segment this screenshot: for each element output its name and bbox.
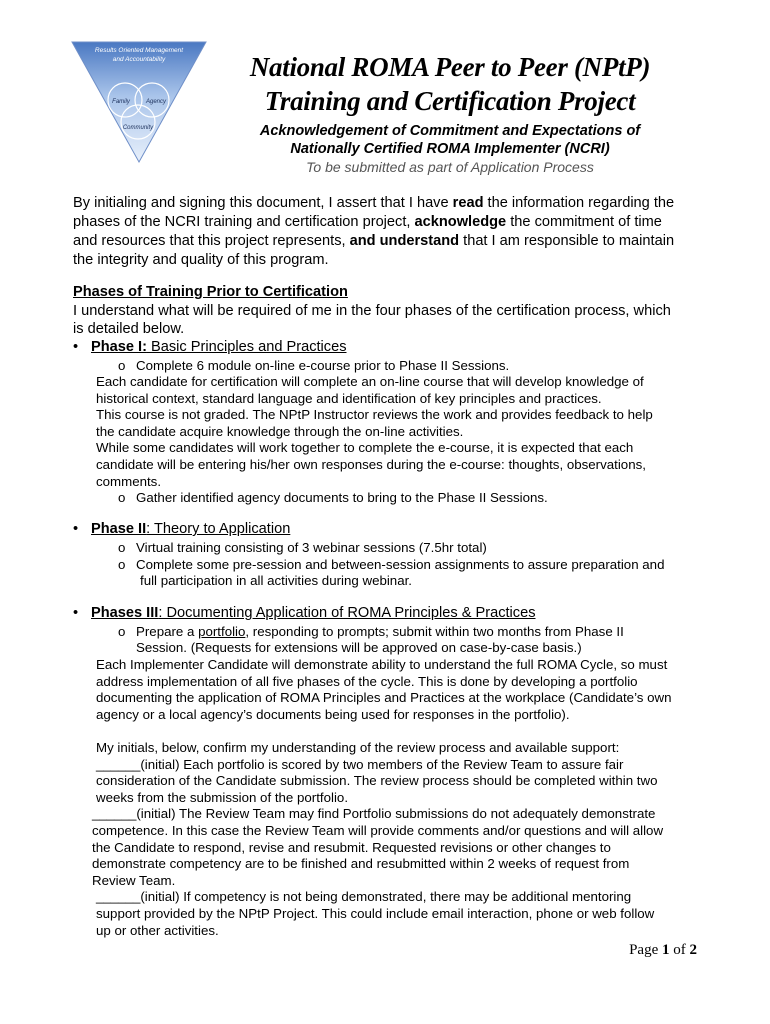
submission-note: To be submitted as part of Application Process [306, 159, 594, 175]
phase1-item-2: o Gather identified agency documents to bring to the Phase II Sessions. [118, 490, 548, 505]
initial-c-line-2: support provided by the NPtP Project. This could include email interaction, phone or web follow [96, 906, 655, 921]
phase1-para-6: candidate will be entering his/her own responses during the e-course: thoughts, observations, [96, 457, 646, 472]
phase3-heading: • Phases III: Documenting Application of ROMA Principles & Practices [73, 605, 536, 621]
initial-a-line-1[interactable]: ______(initial) Each portfolio is scored by two members of the Review Team to assure fair [96, 756, 624, 772]
page-number: Page 1 of 2 [629, 942, 697, 958]
initial-b-line-2: competence. In this case the Review Team will provide comments and/or questions and will allow [92, 823, 664, 838]
phase3-para-1: Each Implementer Candidate will demonstrate ability to understand the full ROMA Cycle, so must [96, 657, 668, 672]
phase1-item-1: o Complete 6 module on-line e-course prior to Phase II Sessions. [118, 358, 510, 373]
initial-b-line-4: demonstrate competency are to be finished and resubmitted within 2 weeks of request from [92, 856, 630, 872]
phase1-para-1: Each candidate for certification will complete an on-line course that will develop knowledge of [96, 374, 644, 389]
intro-line-3: and resources that this project represents, and understand that I am responsible to maintain [73, 233, 675, 249]
initial-b-line-5: Review Team. [92, 872, 176, 888]
intro-line-1: By initialing and signing this document, I assert that I have read the information regarding the [73, 195, 675, 211]
initial-b-line-1[interactable]: ______(initial) The Review Team may find Portfolio submissions do not adequately demonstrate [92, 806, 656, 822]
phase3-item-1-cont: Session. (Requests for extensions will be approved on case-by-case basis.) [136, 640, 582, 655]
title-line-1: National ROMA Peer to Peer (NPtP) [249, 52, 651, 82]
phase1-para-7: comments. [96, 473, 162, 489]
phase2-item-2-cont: full participation in all activities during webinar. [140, 573, 412, 588]
phase3-para-3: documenting the application of ROMA Principles and Practices at the workplace (Candidate’s own [96, 690, 672, 706]
logo-text-top1: Results Oriented Management [94, 47, 184, 54]
phase1-heading: • Phase I: Basic Principles and Practices [73, 339, 347, 355]
phase3-para-4: agency or a local agency’s documents being used for responses in the portfolio). [96, 706, 570, 722]
phase2-item-2: o Complete some pre-session and between-session assignments to assure preparation and [118, 557, 665, 572]
phases-intro-1: I understand what will be required of me in the four phases of the certification process, which [73, 303, 671, 319]
initial-a-line-3: weeks from the submission of the portfolio. [96, 789, 349, 805]
phase3-item-1: o Prepare a portfolio, responding to prompts; submit within two months from Phase II [118, 624, 624, 639]
intro-line-2: phases of the NCRI training and certification project, acknowledge the commitment of time [73, 214, 662, 230]
initials-intro: My initials, below, confirm my understanding of the review process and available support: [96, 740, 620, 755]
logo-label-agency: Agency [145, 99, 167, 105]
initial-c-line-3: up or other activities. [96, 922, 219, 938]
phase1-para-2: historical context, standard language and identification of key principles and practices. [96, 390, 602, 406]
title-line-2: Training and Certification Project [264, 86, 636, 116]
phases-intro-2: is detailed below. [73, 321, 185, 337]
phase2-heading: • Phase II: Theory to Application [73, 521, 291, 537]
phases-heading: Phases of Training Prior to Certification [73, 284, 348, 300]
initial-b-line-3: the Candidate to respond, revise and resubmit. Requested revisions or other changes to [92, 839, 611, 855]
subtitle-line-2: Nationally Certified ROMA Implementer (NCRI) [290, 141, 610, 157]
logo-text-top2: and Accountability [112, 56, 166, 63]
phase1-para-4: the candidate acquire knowledge through the on-line activities. [96, 423, 464, 439]
phase1-para-3: This course is not graded. The NPtP Instructor reviews the work and provides feedback to help [96, 407, 653, 423]
phase1-para-5: While some candidates will work together to complete the e-course, it is expected that each [96, 440, 634, 456]
intro-line-4: the integrity and quality of this program. [73, 252, 329, 268]
initial-a-line-2: consideration of the Candidate submission. The review process should be completed within two [96, 773, 658, 789]
logo-label-community: Community [122, 125, 154, 131]
phase3-para-2: address implementation of all five phases of the cycle. This is done by developing a portfolio [96, 673, 638, 689]
subtitle-line-1: Acknowledgement of Commitment and Expectations of [259, 123, 641, 139]
initial-c-line-1[interactable]: ______(initial) If competency is not being demonstrated, there may be additional mentoring [96, 889, 632, 905]
logo-label-family: Family [112, 99, 130, 105]
phase2-item-1: o Virtual training consisting of 3 webinar sessions (7.5hr total) [118, 540, 487, 555]
